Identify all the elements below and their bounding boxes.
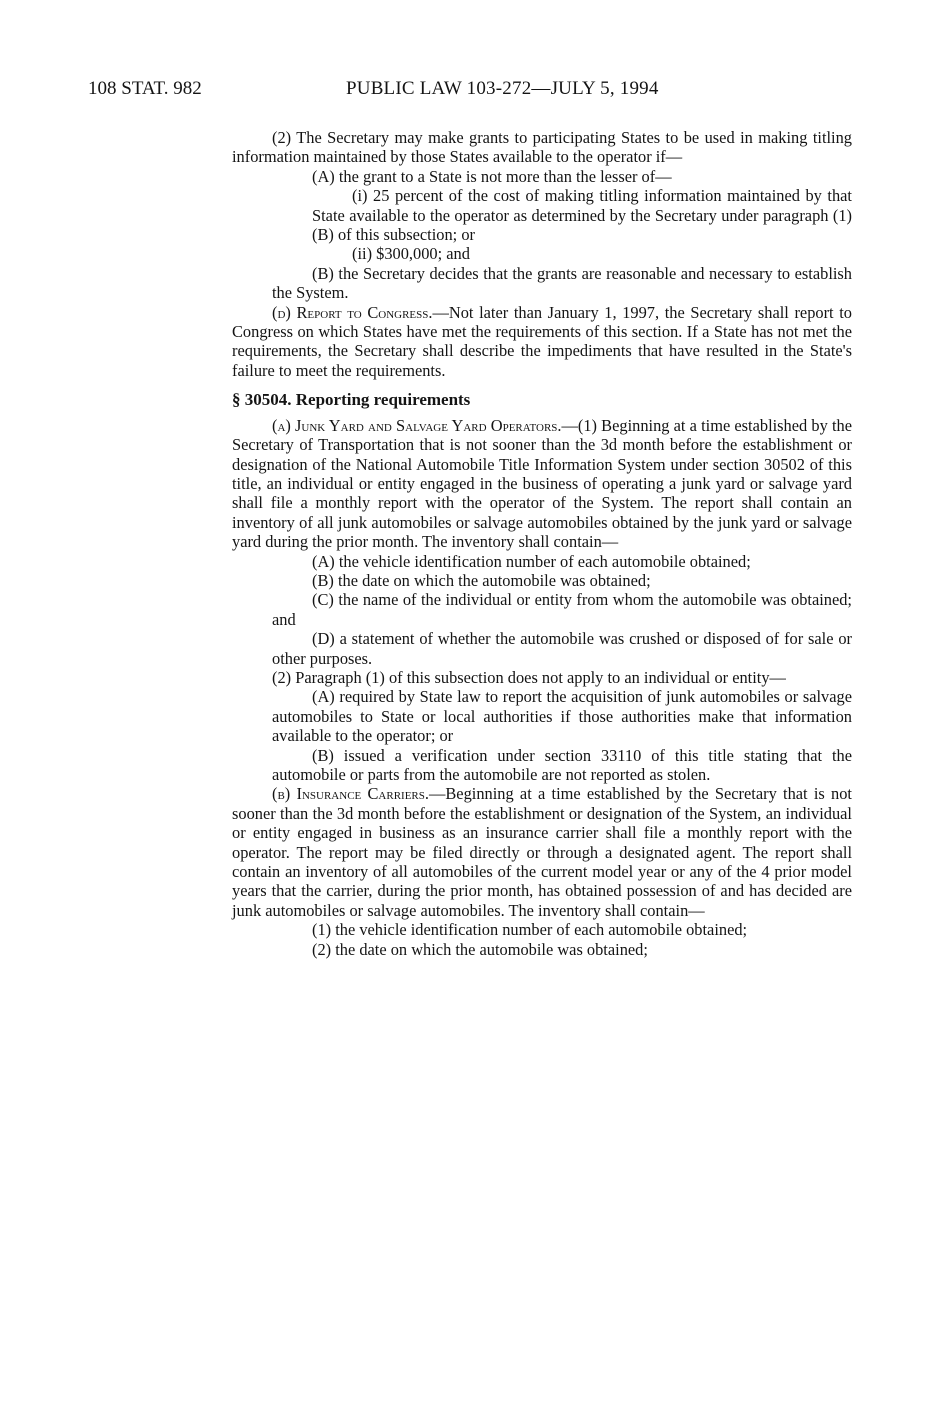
paragraph-statement: (D) a statement of whether the automobile was crushed or disposed of for sale or other purposes. — [272, 629, 852, 668]
page-title: PUBLIC LAW 103-272—JULY 5, 1994 — [346, 78, 659, 99]
paragraph-percent-cost: (i) 25 percent of the cost of making titling information maintained by that State available to the operator as determined by the Secretary under paragraph (1)(B) of this subsection; or — [312, 186, 852, 245]
subsection-heading: (a) Junk Yard and Salvage Yard Operators. — [272, 415, 562, 435]
statute-page-reference: 108 STAT. 982 — [88, 78, 202, 99]
paragraph-report-to-congress — [232, 303, 852, 381]
paragraph-grants: (2) The Secretary may make grants to participating States to be used in making titling information maintained by those States available to the operator if— — [232, 128, 852, 167]
paragraph-text: —(1) Beginning at a time established by the Secretary of Transportation that is not sooner than the 3d month before the establishment or designation of the National Automobile Title Information System under section 30502 of this title, an individual or entity engaged in the business of operating a junk yard or salvage yard shall file a monthly report with the operator of the System. The report shall contain an inventory of all junk automobiles or salvage automobiles obtained by the junk yard or salvage yard during the prior month. The inventory shall contain— — [232, 415, 852, 552]
subsection-heading: (d) Report to Congress. — [272, 302, 433, 322]
paragraph-junk-yard — [232, 416, 852, 552]
paragraph-insurance-vin: (1) the vehicle identification number of each automobile obtained; — [312, 920, 748, 940]
paragraph-dollar-limit: (ii) $300,000; and — [352, 244, 470, 264]
paragraph-name: (C) the name of the individual or entity from whom the automobile was obtained; and — [272, 590, 852, 629]
paragraph-insurance-date: (2) the date on which the automobile was obtained; — [312, 939, 648, 959]
paragraph-insurance-carriers — [232, 784, 852, 920]
paragraph-date: (B) the date on which the automobile was obtained; — [312, 570, 651, 590]
paragraph-grant-limit: (A) the grant to a State is not more than the lesser of— — [312, 166, 672, 186]
paragraph-text: —Beginning at a time established by the Secretary that is not sooner than the 3d month before the establishment or designation of the System, an individual or entity engaged in business as an insurance carrier shall file a monthly report with the operator. The report may be filed directly or through a designated agent. The report shall contain an inventory of all automobiles of the current model year or any of the 4 prior model years that the carrier, during the prior month, has obtained possession of and has decided are junk automobiles or salvage automobiles. The inventory shall contain— — [232, 784, 852, 920]
paragraph-text: —Not later than January 1, 1997, the Secretary shall report to Congress on which States have met the requirements of this section. If a State has not met the requirements, the Secretary shall describe the impediments that have resulted in the State's failure to meet the requirements. — [232, 302, 852, 380]
paragraph-reasonable: (B) the Secretary decides that the grants are reasonable and necessary to establish the System. — [272, 263, 852, 303]
document-body — [232, 128, 852, 959]
paragraph-verification: (B) issued a verification under section 33110 of this title stating that the automobile or parts from the automobile are not reported as stolen. — [272, 745, 852, 784]
page-header — [88, 78, 848, 108]
paragraph-state-law: (A) required by State law to report the acquisition of junk automobiles or salvage automobiles to State or local authorities if those authorities make that information available to the operator; or — [272, 687, 852, 746]
paragraph-vin: (A) the vehicle identification number of each automobile obtained; — [312, 551, 751, 571]
subsection-heading: (b) Insurance Carriers. — [272, 784, 429, 804]
section-heading: § 30504. Reporting requirements — [232, 390, 471, 410]
paragraph-exemption: (2) Paragraph (1) of this subsection does not apply to an individual or entity— — [272, 667, 786, 687]
